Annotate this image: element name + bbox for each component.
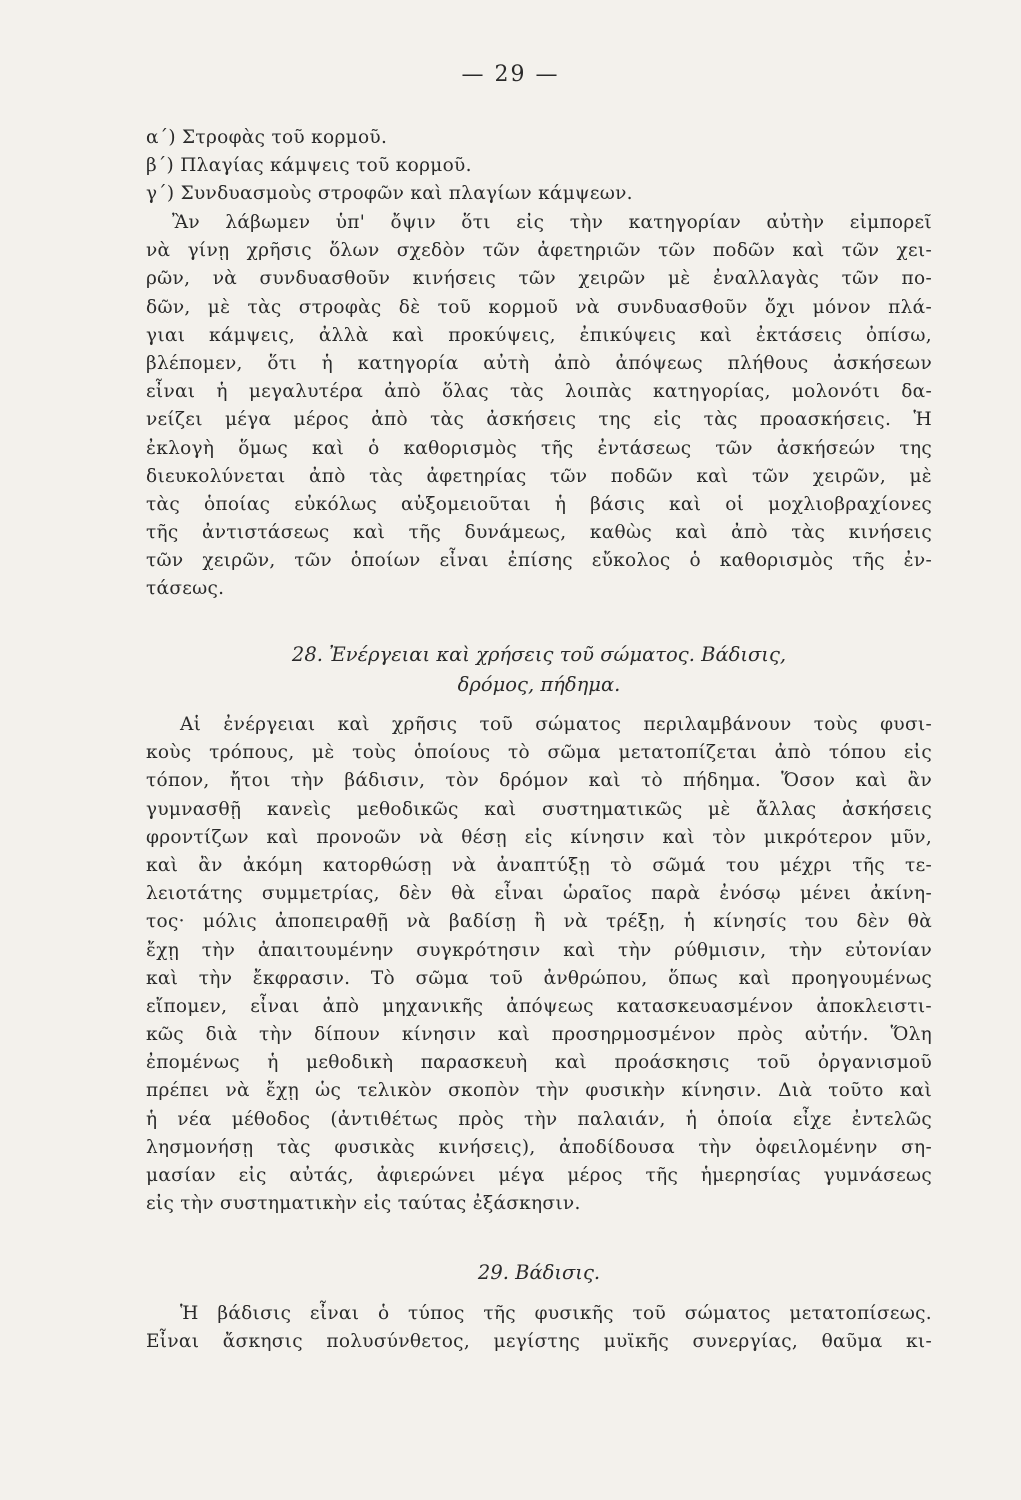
paragraph-body-uses	[146, 711, 932, 1218]
text-line: εἰς τὴν συστηματικὴν εἰς ταύτας ἐξάσκησιν.	[146, 1193, 581, 1215]
section-title: 28. Ἐνέργειαι καὶ χρήσεις τοῦ σώματος. Βάδισις,	[291, 643, 787, 666]
text-line: τῶν χειρῶν, τῶν ὁποίων εἶναι ἐπίσης εὔκολος ὁ καθορισμὸς τῆς ἐν-	[146, 550, 932, 572]
text-line: τῆς ἀντιστάσεως καὶ τῆς δυνάμεως, καθὼς καὶ ἀπὸ τὰς κινήσεις	[146, 522, 932, 544]
text-line: τος· μόλις ἀποπειραθῇ νὰ βαδίσῃ ἢ νὰ τρέξῃ, ἡ κίνησίς του δὲν θὰ	[146, 911, 932, 933]
text-line: δῶν, μὲ τὰς στροφὰς δὲ τοῦ κορμοῦ νὰ συνδυασθοῦν ὄχι μόνον πλά-	[146, 296, 932, 318]
paragraph-walking	[146, 1300, 932, 1356]
text-line: Εἶναι ἄσκησις πολυσύνθετος, μεγίστης μυϊκῆς συνεργίας, θαῦμα κι-	[146, 1331, 932, 1353]
text-line: πρέπει νὰ ἔχῃ ὡς τελικὸν σκοπὸν τὴν φυσικὴν κίνησιν. Διὰ τοῦτο καὶ	[146, 1080, 932, 1102]
paragraph-categories	[146, 209, 932, 604]
list-item: α΄) Στροφὰς τοῦ κορμοῦ.	[146, 127, 388, 148]
text-line: ἐκλογὴ ὅμως καὶ ὁ καθορισμὸς τῆς ἐντάσεως τῶν ἀσκήσεών της	[146, 437, 932, 459]
text-line: εἶναι ἡ μεγαλυτέρα ἀπὸ ὅλας τὰς λοιπὰς κατηγορίας, μολονότι δα-	[146, 381, 932, 403]
list-item: γ΄) Συνδυασμοὺς στροφῶν καὶ πλαγίων κάμψεων.	[146, 183, 633, 205]
text-line: Ἡ βάδισις εἶναι ὁ τύπος τῆς φυσικῆς τοῦ σώματος μετατοπίσεως.	[180, 1303, 932, 1324]
text-line: γιαι κάμψεις, ἀλλὰ καὶ προκύψεις, ἐπικύψεις καὶ ἐκτάσεις ὀπίσω,	[146, 324, 932, 346]
text-line: φροντίζων καὶ προνοῶν νὰ θέσῃ εἰς κίνησιν καὶ τὸν μικρότερον μῦν,	[146, 826, 932, 848]
text-line: καὶ ἂν ἀκόμη κατορθώσῃ νὰ ἀναπτύξῃ τὸ σῶμά του μέχρι τῆς τε-	[146, 854, 932, 876]
text-line: νείζει μέγα μέρος ἀπὸ τὰς ἀσκήσεις της εἰς τὰς προασκήσεις. Ἡ	[146, 409, 932, 431]
text-line: Αἱ ἐνέργειαι καὶ χρῆσις τοῦ σώματος περιλαμβάνουν τοὺς φυσι-	[180, 714, 932, 735]
text-line: Ἂν λάβωμεν ὑπ' ὄψιν ὅτι εἰς τὴν κατηγορίαν αὐτὴν εἰμπορεῖ	[172, 212, 932, 233]
text-line: καὶ τὴν ἔκφρασιν. Τὸ σῶμα τοῦ ἀνθρώπου, ὅπως καὶ προηγουμένως	[146, 967, 932, 989]
text-line: ἔχῃ τὴν ἀπαιτουμένην συγκρότησιν καὶ τὴν ρύθμισιν, τὴν εὐτονίαν	[146, 939, 932, 961]
text-line: τόπον, ἤτοι τὴν βάδισιν, τὸν δρόμον καὶ τὸ πήδημα. Ὅσον καὶ ἂν	[146, 770, 932, 792]
exercise-list	[146, 124, 932, 209]
text-line: λησμονήσῃ τὰς φυσικὰς κινήσεις), ἀποδίδουσα τὴν ὀφειλομένην ση-	[146, 1136, 932, 1158]
section-heading-29	[146, 1258, 932, 1288]
text-line: ἡ νέα μέθοδος (ἀντιθέτως πρὸς τὴν παλαιάν, ἡ ὁποία εἶχε ἐντελῶς	[146, 1108, 932, 1130]
text-line: γυμνασθῇ κανεὶς μεθοδικῶς καὶ συστηματικῶς μὲ ἄλλας ἀσκήσεις	[146, 798, 932, 820]
text-line: ρῶν, νὰ συνδυασθοῦν κινήσεις τῶν χειρῶν μὲ ἐναλλαγὰς τῶν πο-	[146, 268, 932, 290]
section-heading-28	[146, 640, 932, 700]
text-line: ἐπομένως ἡ μεθοδικὴ παρασκευὴ καὶ προάσκησις τοῦ ὀργανισμοῦ	[146, 1052, 932, 1074]
text-line: κοὺς τρόπους, μὲ τοὺς ὁποίους τὸ σῶμα μετατοπίζεται ἀπὸ τόπου εἰς	[146, 742, 932, 764]
page-number: — 29 —	[461, 62, 560, 87]
text-line: διευκολύνεται ἀπὸ τὰς ἀφετηρίας τῶν ποδῶν καὶ τῶν χειρῶν, μὲ	[146, 465, 932, 487]
section-title: δρόμος, πήδημα.	[457, 673, 621, 696]
text-line: λειοτάτης συμμετρίας, δὲν θὰ εἶναι ὡραῖος παρὰ ἐνόσῳ μένει ἀκίνη-	[146, 883, 932, 905]
text-line: εἴπομεν, εἶναι ἀπὸ μηχανικῆς ἀπόψεως κατασκευασμένον ἀποκλειστι-	[146, 995, 932, 1017]
text-line: βλέπομεν, ὅτι ἡ κατηγορία αὐτὴ ἀπὸ ἀπόψεως πλήθους ἀσκήσεων	[146, 352, 932, 374]
section-title: 29. Βάδισις.	[477, 1261, 601, 1284]
text-line: τὰς ὁποίας εὐκόλως αὐξομειοῦται ἡ βάσις καὶ οἱ μοχλιοβραχίονες	[146, 493, 932, 515]
text-line: τάσεως.	[146, 578, 225, 600]
text-line: κῶς διὰ τὴν δίπουν κίνησιν καὶ προσηρμοσμένον πρὸς αὐτήν. Ὅλη	[146, 1024, 932, 1046]
text-line: μασίαν εἰς αὐτάς, ἀφιερώνει μέγα μέρος τῆς ἡμερησίας γυμνάσεως	[146, 1165, 932, 1186]
text-line: νὰ γίνῃ χρῆσις ὅλων σχεδὸν τῶν ἀφετηριῶν τῶν ποδῶν καὶ τῶν χει-	[146, 240, 932, 262]
list-item: β΄) Πλαγίας κάμψεις τοῦ κορμοῦ.	[146, 155, 472, 177]
